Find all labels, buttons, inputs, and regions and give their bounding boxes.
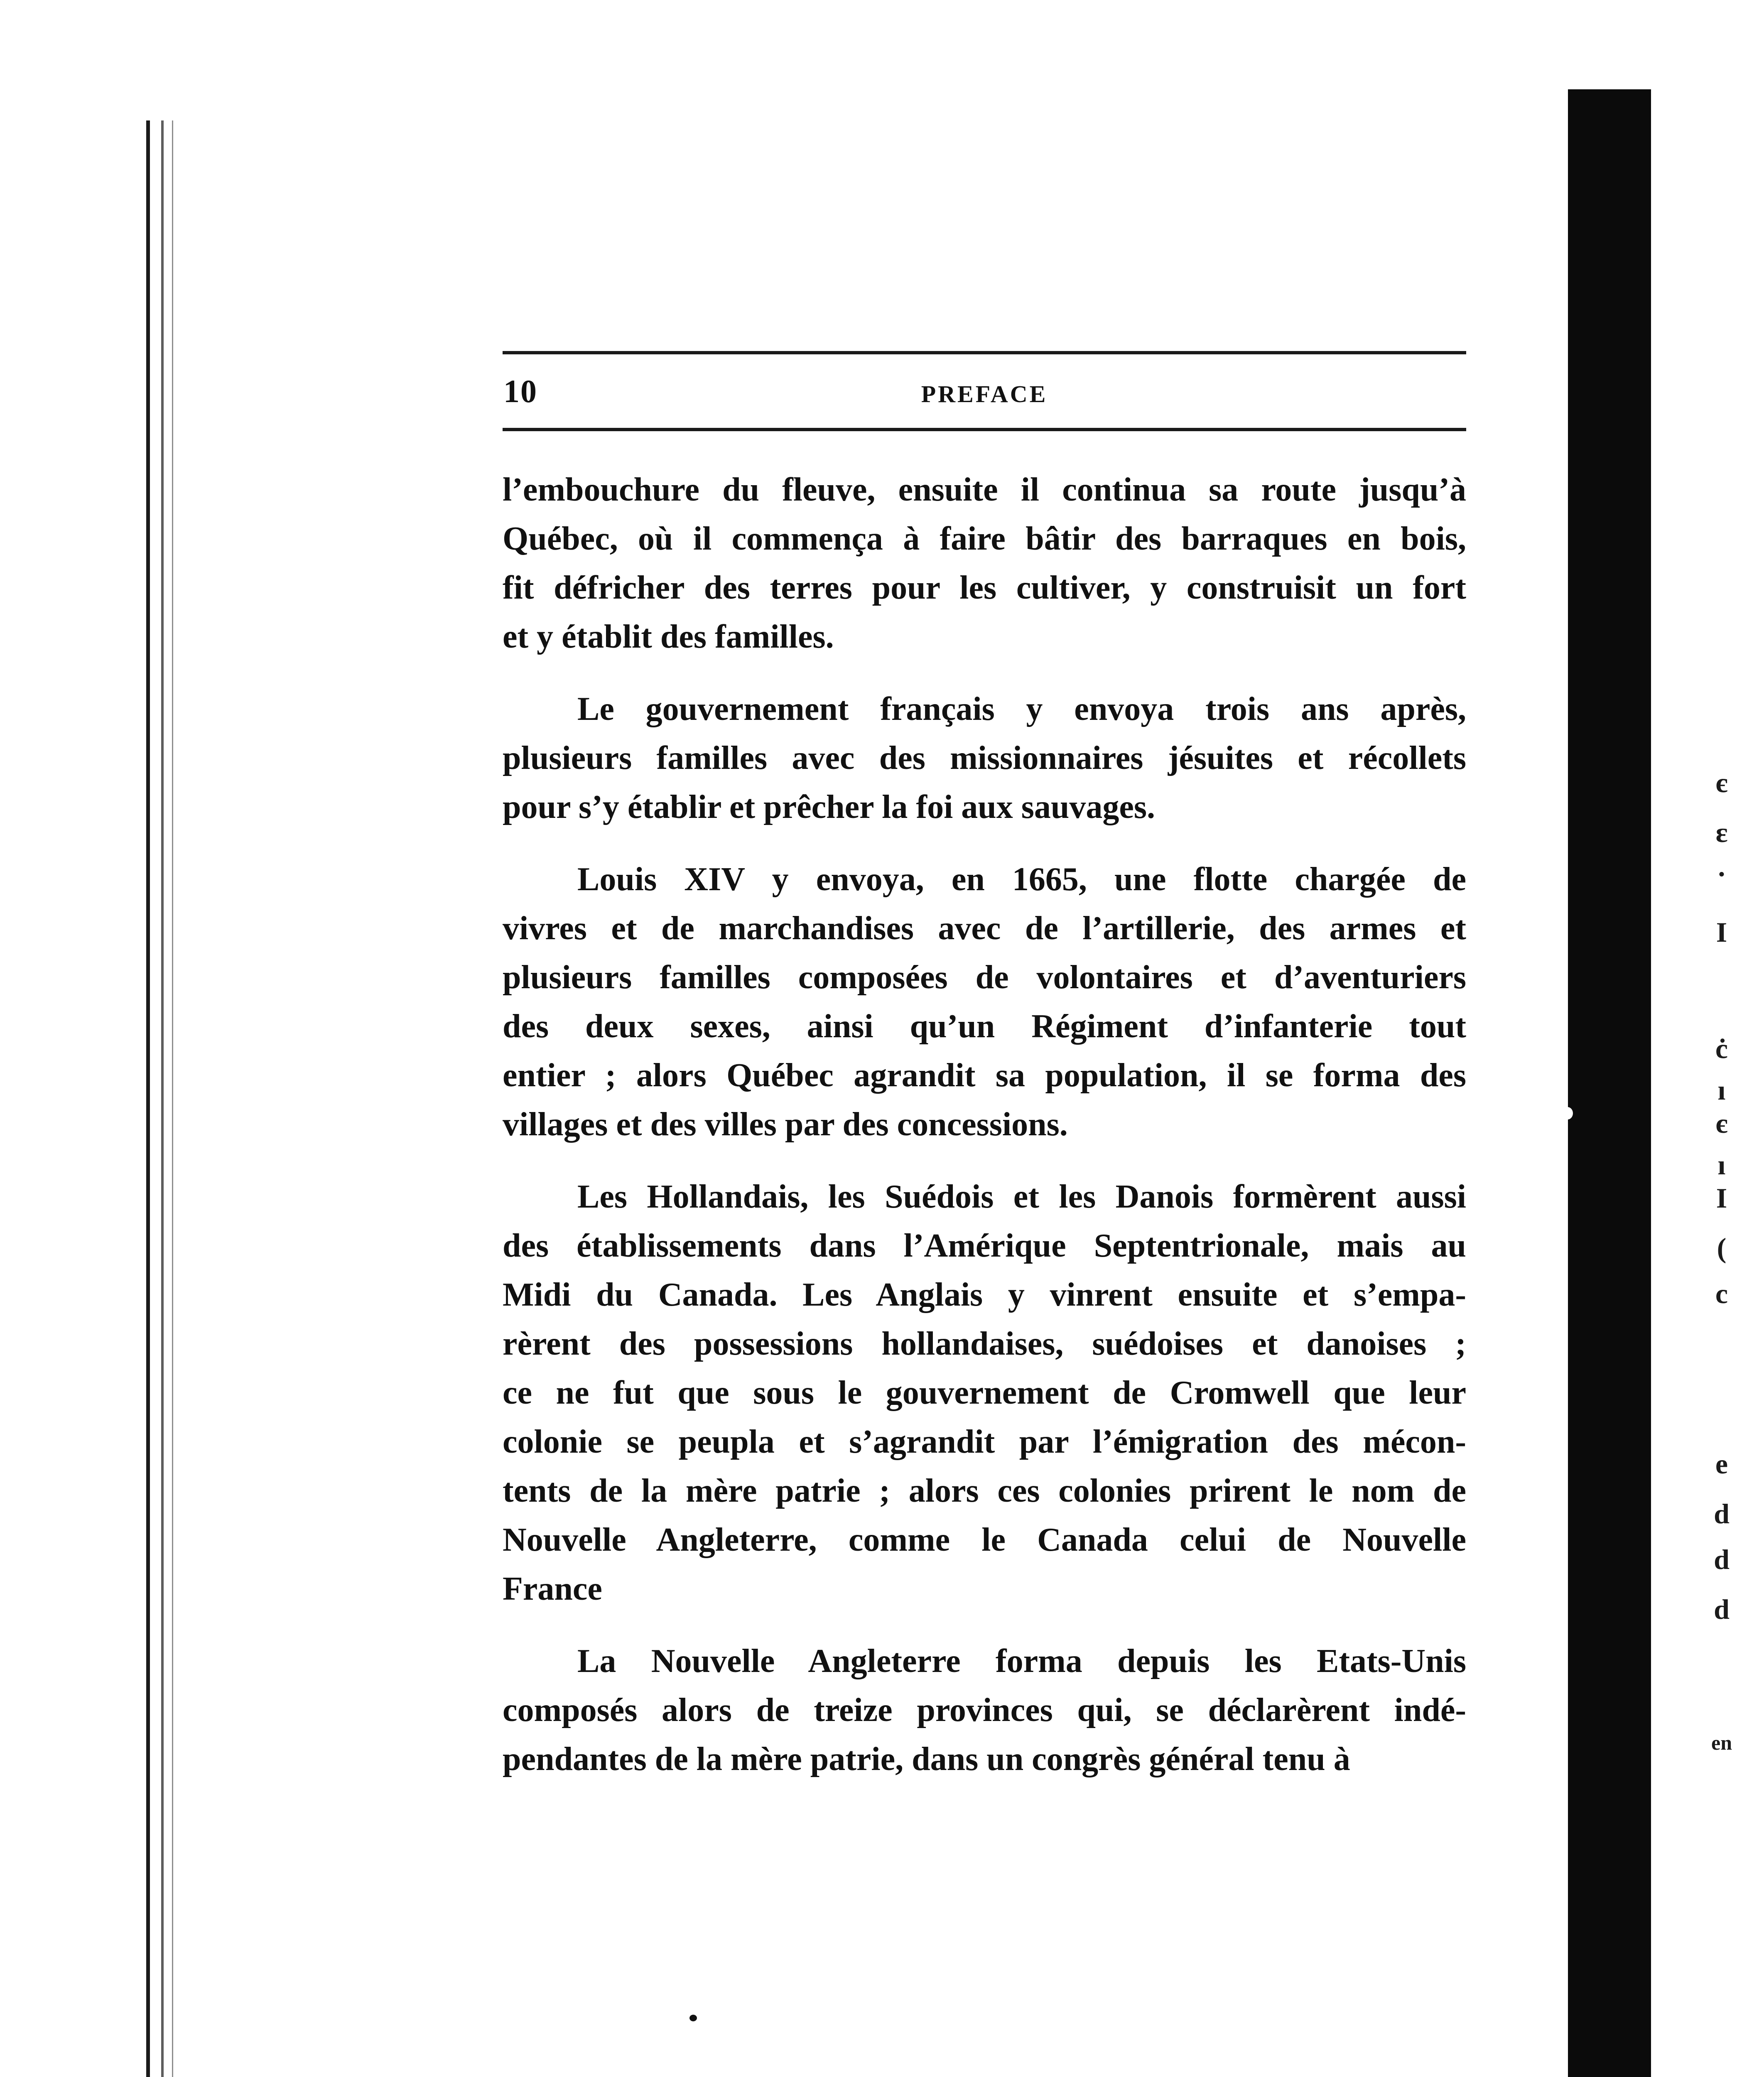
binding-line xyxy=(161,120,164,2077)
text-line: tents de la mère patrie ; alors ces colonies prirent le nom de xyxy=(503,1473,1466,1509)
paragraph xyxy=(503,1172,1466,1613)
text-line: plusieurs familles avec des missionnaires jésuites et récollets xyxy=(503,740,1466,776)
ink-speck xyxy=(689,2015,697,2021)
margin-letter: · xyxy=(1717,858,1727,890)
text-line: entier ; alors Québec agrandit sa population, il se forma des xyxy=(503,1057,1466,1094)
text-line: fit défricher des terres pour les cultiver, y construisit un fort xyxy=(503,570,1466,606)
margin-letter: d xyxy=(1714,1593,1730,1625)
text-line: France xyxy=(503,1571,602,1607)
text-line: Louis XIV y envoya, en 1665, une flotte chargée de xyxy=(577,861,1466,898)
margin-letter: ı xyxy=(1717,1074,1726,1106)
left-binding-edge xyxy=(137,120,183,2077)
header-rule-top xyxy=(503,351,1466,354)
text-line: ce ne fut que sous le gouvernement de Cromwell que leur xyxy=(503,1375,1466,1411)
paragraph xyxy=(503,465,1466,661)
margin-letter: I xyxy=(1716,916,1727,948)
text-line: colonie se peupla et s’agrandit par l’émigration des mécon- xyxy=(503,1424,1466,1460)
paragraph xyxy=(503,685,1466,832)
text-line: villages et des villes par des concessions. xyxy=(503,1106,1068,1143)
text-line: Québec, où il commença à faire bâtir des barraques en bois, xyxy=(503,520,1466,557)
text-line: l’embouchure du fleuve, ensuite il continua sa route jusqu’à xyxy=(503,471,1466,508)
text-line: Midi du Canada. Les Anglais y vinrent ensuite et s’empa- xyxy=(503,1277,1466,1313)
running-header xyxy=(503,351,1466,434)
paragraph xyxy=(503,1637,1466,1784)
margin-letter: ċ xyxy=(1715,1033,1728,1064)
margin-letter: ( xyxy=(1717,1232,1727,1264)
text-line: et y établit des familles. xyxy=(503,619,834,655)
margin-letter: en xyxy=(1711,1731,1732,1754)
right-dark-margin xyxy=(1568,89,1651,2077)
text-line: rèrent des possessions hollandaises, suédoises et danoises ; xyxy=(503,1326,1466,1362)
margin-letter: c xyxy=(1715,1278,1728,1309)
text-line: plusieurs familles composées de volontaires et d’aventuriers xyxy=(503,959,1466,996)
margin-letter: є xyxy=(1715,767,1728,798)
margin-letter: ı xyxy=(1717,1149,1726,1181)
margin-letter: є xyxy=(1715,1107,1728,1139)
running-title: PREFACE xyxy=(921,381,1048,408)
header-rule-bottom xyxy=(503,428,1466,431)
page-number: 10 xyxy=(503,373,537,409)
margin-letter: ɛ xyxy=(1715,817,1728,848)
margin-letter: d xyxy=(1714,1544,1730,1575)
text-line: La Nouvelle Angleterre forma depuis les Etats-Unis xyxy=(577,1643,1466,1679)
body-text xyxy=(503,465,1466,1807)
text-line: des établissements dans l’Amérique Septentrionale, mais au xyxy=(503,1228,1466,1264)
text-line: pendantes de la mère patrie, dans un congrès général tenu à xyxy=(503,1741,1350,1777)
text-line: Les Hollandais, les Suédois et les Danois formèrent aussi xyxy=(577,1178,1466,1215)
binding-line xyxy=(146,120,150,2077)
margin-letter: d xyxy=(1714,1498,1730,1530)
margin-letter: e xyxy=(1715,1448,1728,1480)
paragraph xyxy=(503,855,1466,1149)
text-line: vivres et de marchandises avec de l’artillerie, des armes et xyxy=(503,910,1466,947)
binding-line xyxy=(172,120,173,2077)
text-line: composés alors de treize provinces qui, se déclarèrent indé- xyxy=(503,1692,1466,1728)
margin-letter: I xyxy=(1716,1182,1727,1214)
band-notch xyxy=(1562,1107,1573,1120)
text-line: des deux sexes, ainsi qu’un Régiment d’infanterie tout xyxy=(503,1008,1466,1045)
text-line: pour s’y établir et prêcher la foi aux sauvages. xyxy=(503,789,1156,825)
text-line: Nouvelle Angleterre, comme le Canada celui de Nouvelle xyxy=(503,1522,1466,1558)
text-line: Le gouvernement français y envoya trois ans après, xyxy=(577,691,1466,727)
